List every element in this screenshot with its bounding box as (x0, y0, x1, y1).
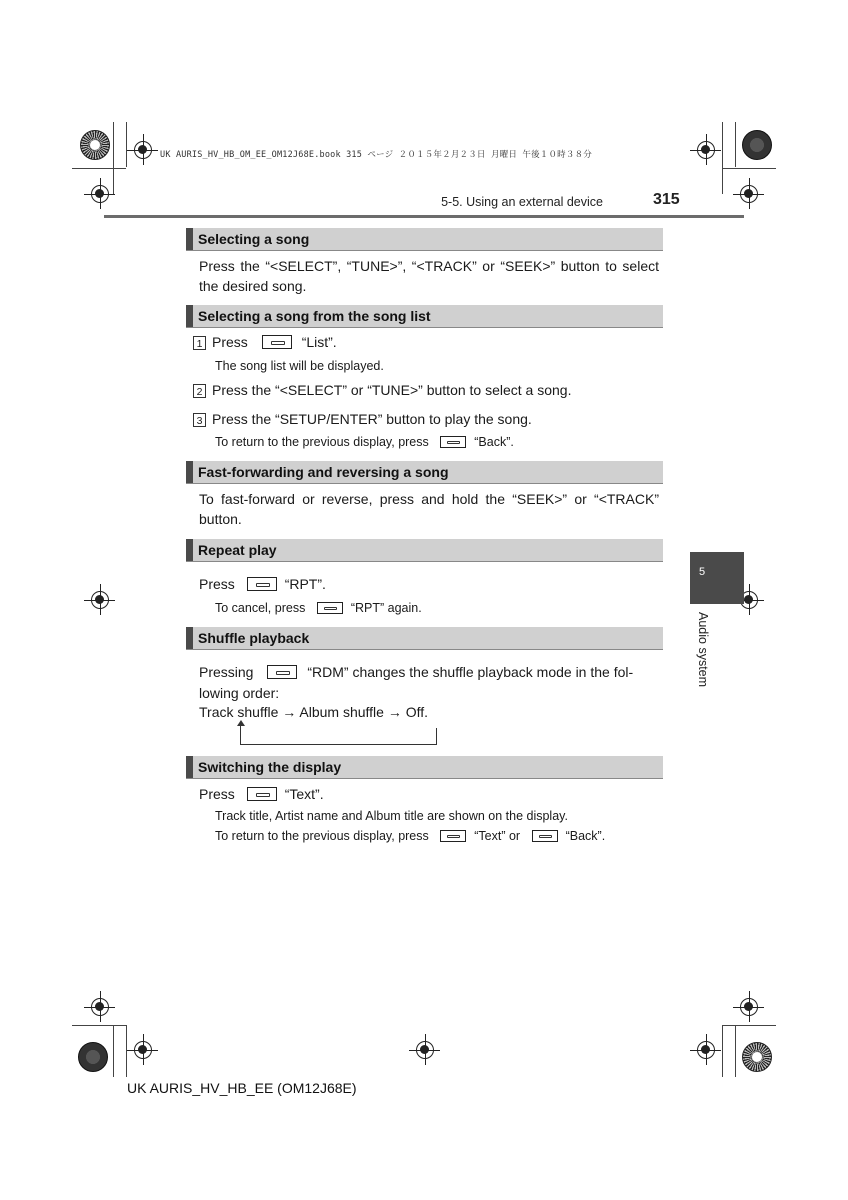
crosshair-icon (697, 1041, 715, 1059)
step-text: Press the “SETUP/ENTER” button to play the song. (212, 411, 532, 427)
body-text-part: Press (199, 786, 235, 802)
section-heading (186, 228, 663, 250)
note (215, 601, 422, 615)
body-text (199, 662, 659, 682)
loop-arrow-icon (240, 728, 437, 745)
screen-button-icon (317, 602, 343, 614)
section-heading (186, 539, 663, 561)
footer-code: UK AURIS_HV_HB_EE (OM12J68E) (127, 1080, 357, 1096)
step-note: The song list will be displayed. (215, 359, 384, 373)
registration-disc-icon (742, 130, 772, 160)
step-number: 3 (193, 413, 206, 427)
section-title: Repeat play (198, 542, 277, 558)
crosshair-icon (91, 591, 109, 609)
crosshair-icon (416, 1041, 434, 1059)
screen-button-icon (440, 436, 466, 448)
crosshair-icon (91, 998, 109, 1016)
section-heading (186, 627, 663, 649)
crosshair-icon (740, 998, 758, 1016)
body-text: Press the “<SELECT”, “TUNE>”, “<TRACK” or “SEEK>” button to select the desired song. (199, 258, 659, 294)
step-text: “List”. (301, 334, 337, 350)
screen-button-icon (532, 830, 558, 842)
page-number: 315 (653, 191, 680, 208)
section-heading (186, 461, 663, 483)
section-heading (186, 756, 663, 778)
step-2 (193, 382, 571, 398)
note-text: To return to the previous display, press (215, 435, 429, 449)
divider (186, 327, 663, 328)
crosshair-icon (91, 185, 109, 203)
body-text-part: “RPT”. (284, 576, 326, 592)
chapter-tab-label: Audio system (696, 612, 710, 688)
screen-button-icon (247, 577, 277, 591)
step-3 (193, 411, 532, 427)
step-number: 1 (193, 336, 206, 350)
divider (186, 778, 663, 779)
note-text: “Back”. (474, 435, 514, 449)
section-title: Fast-forwarding and reversing a song (198, 464, 449, 480)
body-text: lowing order: (199, 685, 280, 701)
screen-button-icon (262, 335, 292, 349)
registration-sunburst-icon (742, 1042, 772, 1072)
step-text: Press (212, 334, 248, 350)
note-text: To return to the previous display, press (215, 829, 429, 843)
chapter-title: 5-5. Using an external device (441, 195, 603, 209)
note: Track title, Artist name and Album title are shown on the display. (215, 809, 568, 823)
note-text: To cancel, press (215, 601, 306, 615)
registration-sunburst-icon (80, 130, 110, 160)
print-header: UK AURIS_HV_HB_OM_EE_OM12J68E.book 315 ページ ２０１５年２月２３日 月曜日 午後１０時３８分 (160, 150, 592, 160)
screen-button-icon (247, 787, 277, 801)
note-text: “Back”. (565, 829, 606, 843)
step-note (215, 435, 514, 449)
section-title: Selecting a song from the song list (198, 308, 431, 324)
crosshair-icon (697, 141, 715, 159)
section-title: Switching the display (198, 759, 342, 775)
body-text-part: “Text”. (284, 786, 324, 802)
body-text: To fast-forward or reverse, press and hold the “SEEK>” or “<TRACK” button. (199, 491, 659, 527)
divider (186, 483, 663, 484)
crosshair-icon (134, 141, 152, 159)
screen-button-icon (267, 665, 297, 679)
divider (186, 561, 663, 562)
section-heading (186, 305, 663, 327)
divider (186, 649, 663, 650)
note-text: “RPT” again. (350, 601, 422, 615)
body-text-part: Press (199, 576, 235, 592)
body-text-part: “RDM” changes the shuffle playback mode in the fol- (307, 664, 634, 680)
header-rule (104, 215, 744, 218)
crosshair-icon (134, 1041, 152, 1059)
note (215, 829, 605, 843)
section-title: Shuffle playback (198, 630, 310, 646)
step-text: Press the “<SELECT” or “TUNE>” button to select a song. (212, 382, 572, 398)
body-text-part: Pressing (199, 664, 254, 680)
shuffle-order: Track shuffle → Album shuffle → Off. (199, 704, 429, 720)
section-title: Selecting a song (198, 231, 310, 247)
note-text: “Text” or (474, 829, 521, 843)
screen-button-icon (440, 830, 466, 842)
divider (186, 250, 663, 251)
step-1 (193, 334, 337, 350)
registration-disc-icon (78, 1042, 108, 1072)
step-number: 2 (193, 384, 206, 398)
body-text (199, 784, 659, 804)
chapter-tab (690, 552, 744, 604)
body-text (199, 574, 659, 594)
crosshair-icon (740, 185, 758, 203)
chapter-tab-number: 5 (699, 566, 706, 578)
